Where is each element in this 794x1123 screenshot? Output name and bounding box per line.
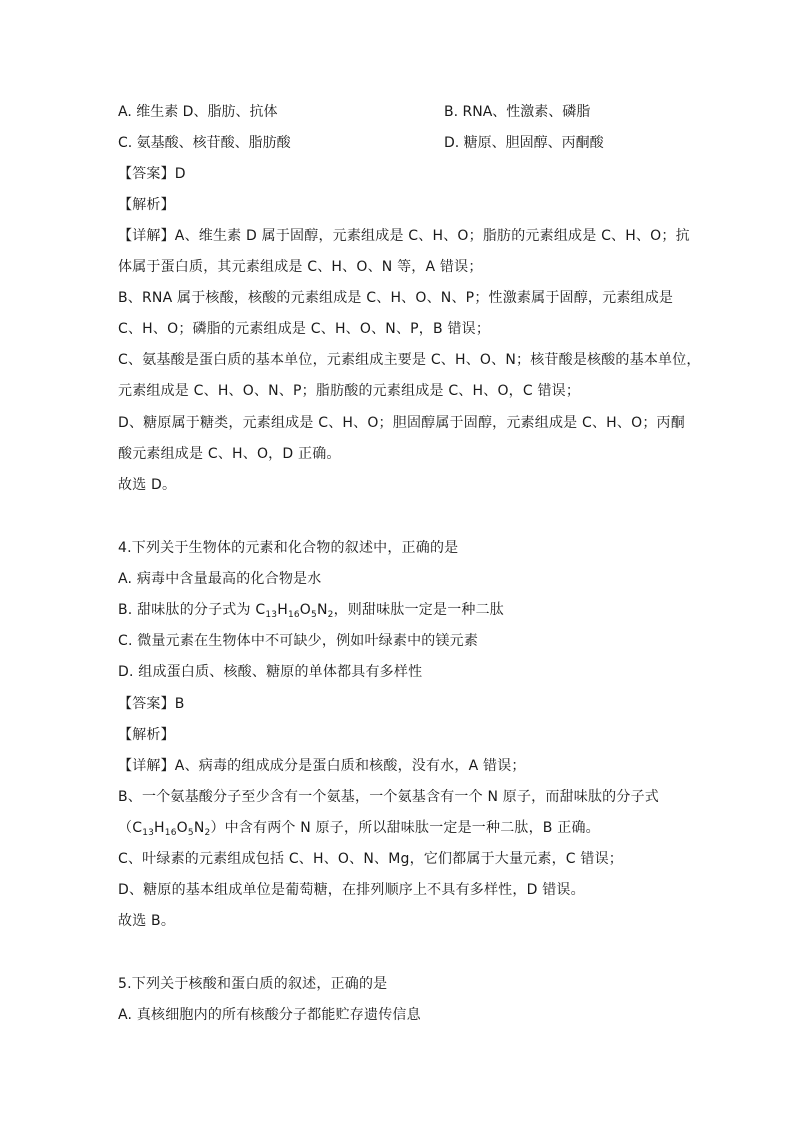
q4-detail-line — [118, 818, 600, 838]
q4-detail-line: C、叶绿素的元素组成包括 C、H、O、N、Mg，它们都属于大量元素，C 错误； — [118, 851, 624, 867]
q3-option-d: D. 糖原、胆固醇、丙酮酸 — [444, 135, 604, 151]
q4-detail-3-prefix: （C — [118, 820, 143, 836]
formula-h: H — [277, 602, 288, 618]
q3-detail-line: 【详解】A、维生素 D 属于固醇，元素组成是 C、H、O；脂肪的元素组成是 C、H、O；抗 — [118, 228, 690, 244]
q3-detail-line: B、RNA 属于核酸，核酸的元素组成是 C、H、O、N、P；性激素属于固醇，元素组成是 — [118, 290, 674, 306]
q3-option-a: A. 维生素 D、脂肪、抗体 — [118, 104, 278, 120]
q3-detail-line: C、H、O；磷脂的元素组成是 C、H、O、N、P，B 错误； — [118, 321, 491, 337]
q3-option-c: C. 氨基酸、核苷酸、脂肪酸 — [118, 135, 291, 151]
q3-detail-line: 元素组成是 C、H、O、N、P；脂肪酸的元素组成是 C、H、O，C 错误； — [118, 383, 581, 399]
q4-detail-line: 【详解】A、病毒的组成成分是蛋白质和核酸，没有水，A 错误； — [118, 758, 526, 774]
formula-sub: 5 — [187, 828, 194, 838]
formula-sub: 13 — [265, 610, 278, 620]
q3-option-b: B. RNA、性激素、磷脂 — [444, 104, 591, 120]
q4-detail-3-suffix: ）中含有两个 N 原子，所以甜味肽一定是一种二肽，B 正确。 — [210, 820, 600, 836]
formula-n: N — [316, 602, 328, 618]
q4-option-a: A. 病毒中含量最高的化合物是水 — [118, 571, 322, 587]
q3-detail-line: C、氨基酸是蛋白质的基本单位，元素组成主要是 C、H、O、N；核苷酸是核酸的基本单位， — [118, 352, 701, 368]
q4-option-c: C. 微量元素在生物体中不可缺少，例如叶绿素中的镁元素 — [118, 633, 479, 649]
q4-detail-line: D、糖原的基本组成单位是葡萄糖，在排列顺序上不具有多样性，D 错误。 — [118, 882, 585, 898]
q4-stem: 4.下列关于生物体的元素和化合物的叙述中，正确的是 — [118, 540, 459, 556]
q4-option-b-prefix: B. 甜味肽的分子式为 C — [118, 602, 266, 618]
formula-sub: 16 — [287, 610, 300, 620]
formula-sub: 16 — [164, 828, 177, 838]
formula-sub: 2 — [204, 828, 211, 838]
q4-option-b — [118, 600, 504, 620]
q4-analysis-heading: 【解析】 — [118, 727, 175, 743]
q4-detail-line: B、一个氨基酸分子至少含有一个氨基，一个氨基含有一个 N 原子，而甜味肽的分子式 — [118, 789, 659, 805]
q4-option-d: D. 组成蛋白质、核酸、糖原的单体都具有多样性 — [118, 664, 423, 680]
q3-detail-line: 酸元素组成是 C、H、O，D 正确。 — [118, 446, 341, 462]
formula-h: H — [154, 820, 165, 836]
q3-detail-line: 体属于蛋白质，其元素组成是 C、H、O、N 等，A 错误； — [118, 259, 483, 275]
q4-answer: 【答案】B — [118, 696, 185, 712]
q4-conclusion: 故选 B。 — [118, 913, 176, 929]
q4-option-b-suffix: ，则甜味肽一定是一种二肽 — [333, 602, 504, 618]
q5-option-a: A. 真核细胞内的所有核酸分子都能贮存遗传信息 — [118, 1007, 421, 1023]
q3-analysis-heading: 【解析】 — [118, 197, 175, 213]
q5-stem: 5.下列关于核酸和蛋白质的叙述，正确的是 — [118, 976, 388, 992]
formula-n: N — [193, 820, 205, 836]
formula-sub: 13 — [142, 828, 155, 838]
formula-o: O — [299, 602, 312, 618]
q3-detail-line: D、糖原属于糖类，元素组成是 C、H、O；胆固醇属于固醇，元素组成是 C、H、O；丙酮 — [118, 415, 685, 431]
formula-sub: 2 — [327, 610, 334, 620]
formula-sub: 5 — [311, 610, 317, 620]
formula-o: O — [176, 820, 188, 836]
q3-conclusion: 故选 D。 — [118, 477, 177, 493]
q3-answer: 【答案】D — [118, 166, 186, 182]
